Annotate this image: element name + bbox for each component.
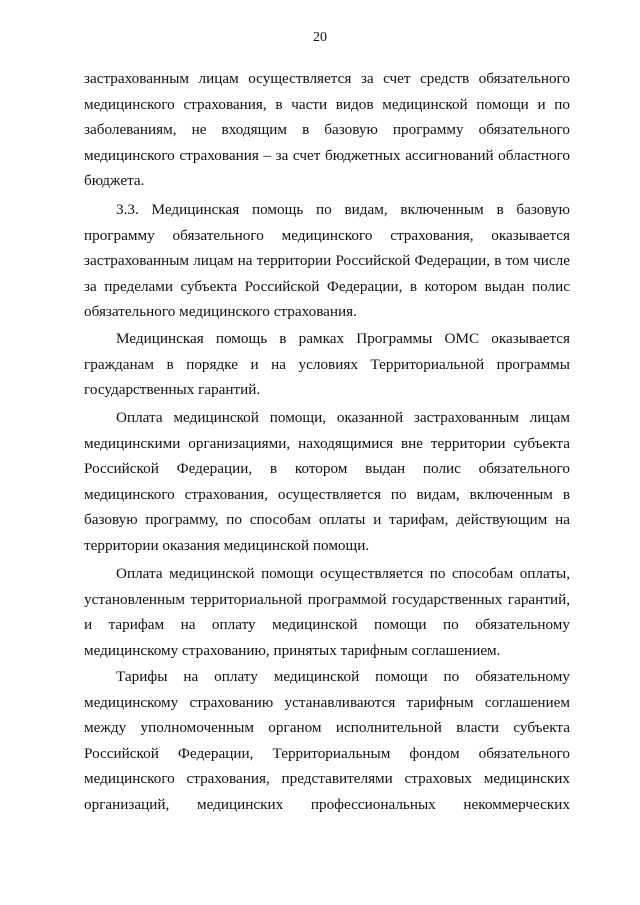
paragraph-5 bbox=[84, 561, 570, 663]
paragraph-line: медицинскими организациями, находящимися вне территории субъекта bbox=[84, 434, 570, 452]
paragraph-line: установленным территориальной программой государственных гарантий, bbox=[84, 590, 570, 608]
paragraph-line: медицинского страхования, представителями страховых медицинских bbox=[84, 770, 570, 788]
paragraph-line: гражданам в порядке и на условиях Территориальной программы bbox=[84, 355, 570, 373]
paragraph-line: медицинского страхования – за счет бюджетных ассигнований областного bbox=[84, 146, 570, 164]
paragraph-line: застрахованным лицам осуществляется за счет средств обязательного bbox=[84, 70, 570, 87]
page-number: 20 bbox=[313, 30, 327, 45]
paragraph-line: медицинского страхования, осуществляется по видам, включенным в bbox=[84, 485, 570, 503]
paragraph-line: между уполномоченным органом исполнительной власти субъекта bbox=[84, 719, 570, 737]
paragraph-line: 3.3. Медицинская помощь по видам, включенным в базовую bbox=[116, 201, 570, 218]
paragraph-line: медицинскому страхованию устанавливаются тарифным соглашением bbox=[84, 693, 570, 711]
paragraph-line: Тарифы на оплату медицинской помощи по обязательному bbox=[116, 668, 570, 685]
paragraph-line: застрахованным лицам на территории Российской Федерации, в том числе bbox=[84, 252, 570, 270]
paragraph-line: и тарифам на оплату медицинской помощи по обязательному bbox=[84, 616, 570, 634]
paragraph-2 bbox=[84, 197, 570, 325]
paragraph-4 bbox=[84, 405, 570, 559]
paragraph-line: государственных гарантий. bbox=[84, 381, 261, 399]
paragraph-line: обязательного медицинского страхования. bbox=[84, 303, 357, 321]
paragraph-line: базовую программу, по способам оплаты и тарифам, действующим на bbox=[84, 511, 570, 529]
paragraph-line: бюджета. bbox=[84, 172, 145, 190]
paragraph-line: Оплата медицинской помощи, оказанной застрахованным лицам bbox=[116, 409, 570, 426]
paragraph-6 bbox=[84, 664, 570, 818]
paragraph-line: Оплата медицинской помощи осуществляется по способам оплаты, bbox=[116, 565, 570, 582]
paragraph-line: программу обязательного медицинского страхования, оказывается bbox=[84, 226, 570, 244]
paragraph-line: заболеваниям, не входящим в базовую программу обязательного bbox=[84, 121, 570, 139]
paragraph-line: медицинскому страхованию, принятых тарифным соглашением. bbox=[84, 641, 501, 659]
paragraph-3 bbox=[84, 326, 570, 403]
paragraph-1 bbox=[84, 66, 570, 194]
paragraph-line: Медицинская помощь в рамках Программы ОМС оказывается bbox=[116, 330, 570, 347]
paragraph-line: организаций, медицинских профессиональных некоммерческих bbox=[84, 795, 570, 813]
paragraph-line: Российской Федерации, в котором выдан полис обязательного bbox=[84, 460, 570, 478]
paragraph-line: территории оказания медицинской помощи. bbox=[84, 536, 370, 554]
paragraph-line: медицинского страхования, в части видов медицинской помощи и по bbox=[84, 95, 570, 113]
paragraph-line: за пределами субъекта Российской Федерации, в котором выдан полис bbox=[84, 277, 570, 295]
paragraph-line: Российской Федерации, Территориальным фондом обязательного bbox=[84, 744, 570, 762]
